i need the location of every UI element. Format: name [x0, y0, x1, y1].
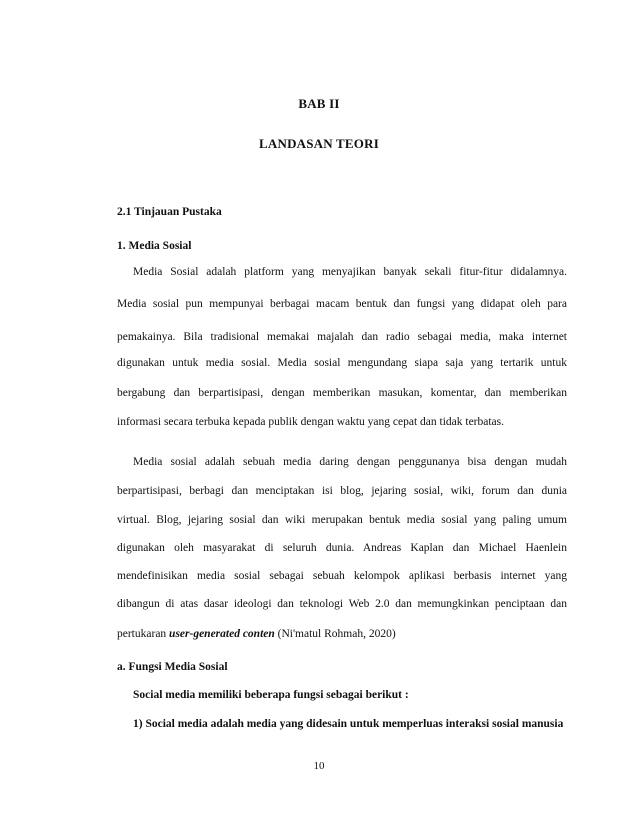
paragraph2-line: mendefinisikan media sosial sebagai sebuah kelompok aplikasi berbasis internet yang	[117, 570, 567, 582]
citation: (Ni'matul Rohmah, 2020)	[274, 628, 396, 640]
page-number: 10	[313, 760, 325, 772]
list-item-1: 1) Social media adalah media yang didesain untuk memperluas interaksi sosial manusia	[133, 718, 564, 730]
paragraph2-line: berpartisipasi, berbagi dan menciptakan isi blog, jejaring sosial, wiki, forum dan dunia	[117, 485, 567, 497]
chapter-title: LANDASAN TEORI	[259, 136, 379, 151]
chapter-number: BAB II	[298, 96, 340, 111]
paragraph2-line: Media sosial adalah sebuah media daring dengan penggunanya bisa dengan mudah	[133, 456, 567, 468]
paragraph1-line: Media sosial pun mempunyai berbagai macam bentuk dan fungsi yang didapat oleh para	[117, 298, 567, 310]
emphasized-term: user-generated conten	[169, 628, 275, 640]
subsection-heading-fungsi: a. Fungsi Media Sosial	[117, 661, 228, 673]
paragraph2-last-line	[117, 627, 396, 641]
paragraph1-line: digunakan untuk media sosial. Media sosial mengundang siapa saja yang tertarik untuk	[117, 357, 567, 369]
paragraph1-line: pemakainya. Bila tradisional memakai majalah dan radio sebagai media, maka internet	[117, 331, 567, 343]
paragraph2-line: dibangun di atas dasar ideologi dan teknologi Web 2.0 dan memungkinkan penciptaan dan	[117, 598, 567, 610]
paragraph2-line: virtual. Blog, jejaring sosial dan wiki merupakan bentuk media sosial yang paling umum	[117, 514, 567, 526]
paragraph1-line: Media Sosial adalah platform yang menyajikan banyak sekali fitur-fitur didalamnya.	[133, 266, 567, 278]
paragraph2-prefix: pertukaran	[117, 628, 170, 640]
section-heading: 2.1 Tinjauan Pustaka	[117, 206, 222, 218]
subsection-heading-media-sosial: 1. Media Sosial	[117, 240, 192, 252]
paragraph1-line: informasi secara terbuka kepada publik dengan waktu yang cepat dan tidak terbatas.	[117, 416, 505, 428]
subsection-intro: Social media memiliki beberapa fungsi sebagai berikut :	[133, 689, 409, 701]
paragraph2-line: digunakan oleh masyarakat di seluruh dunia. Andreas Kaplan dan Michael Haenlein	[117, 542, 567, 554]
paragraph1-line: bergabung dan berpartisipasi, dengan memberikan masukan, komentar, dan memberikan	[117, 387, 567, 399]
